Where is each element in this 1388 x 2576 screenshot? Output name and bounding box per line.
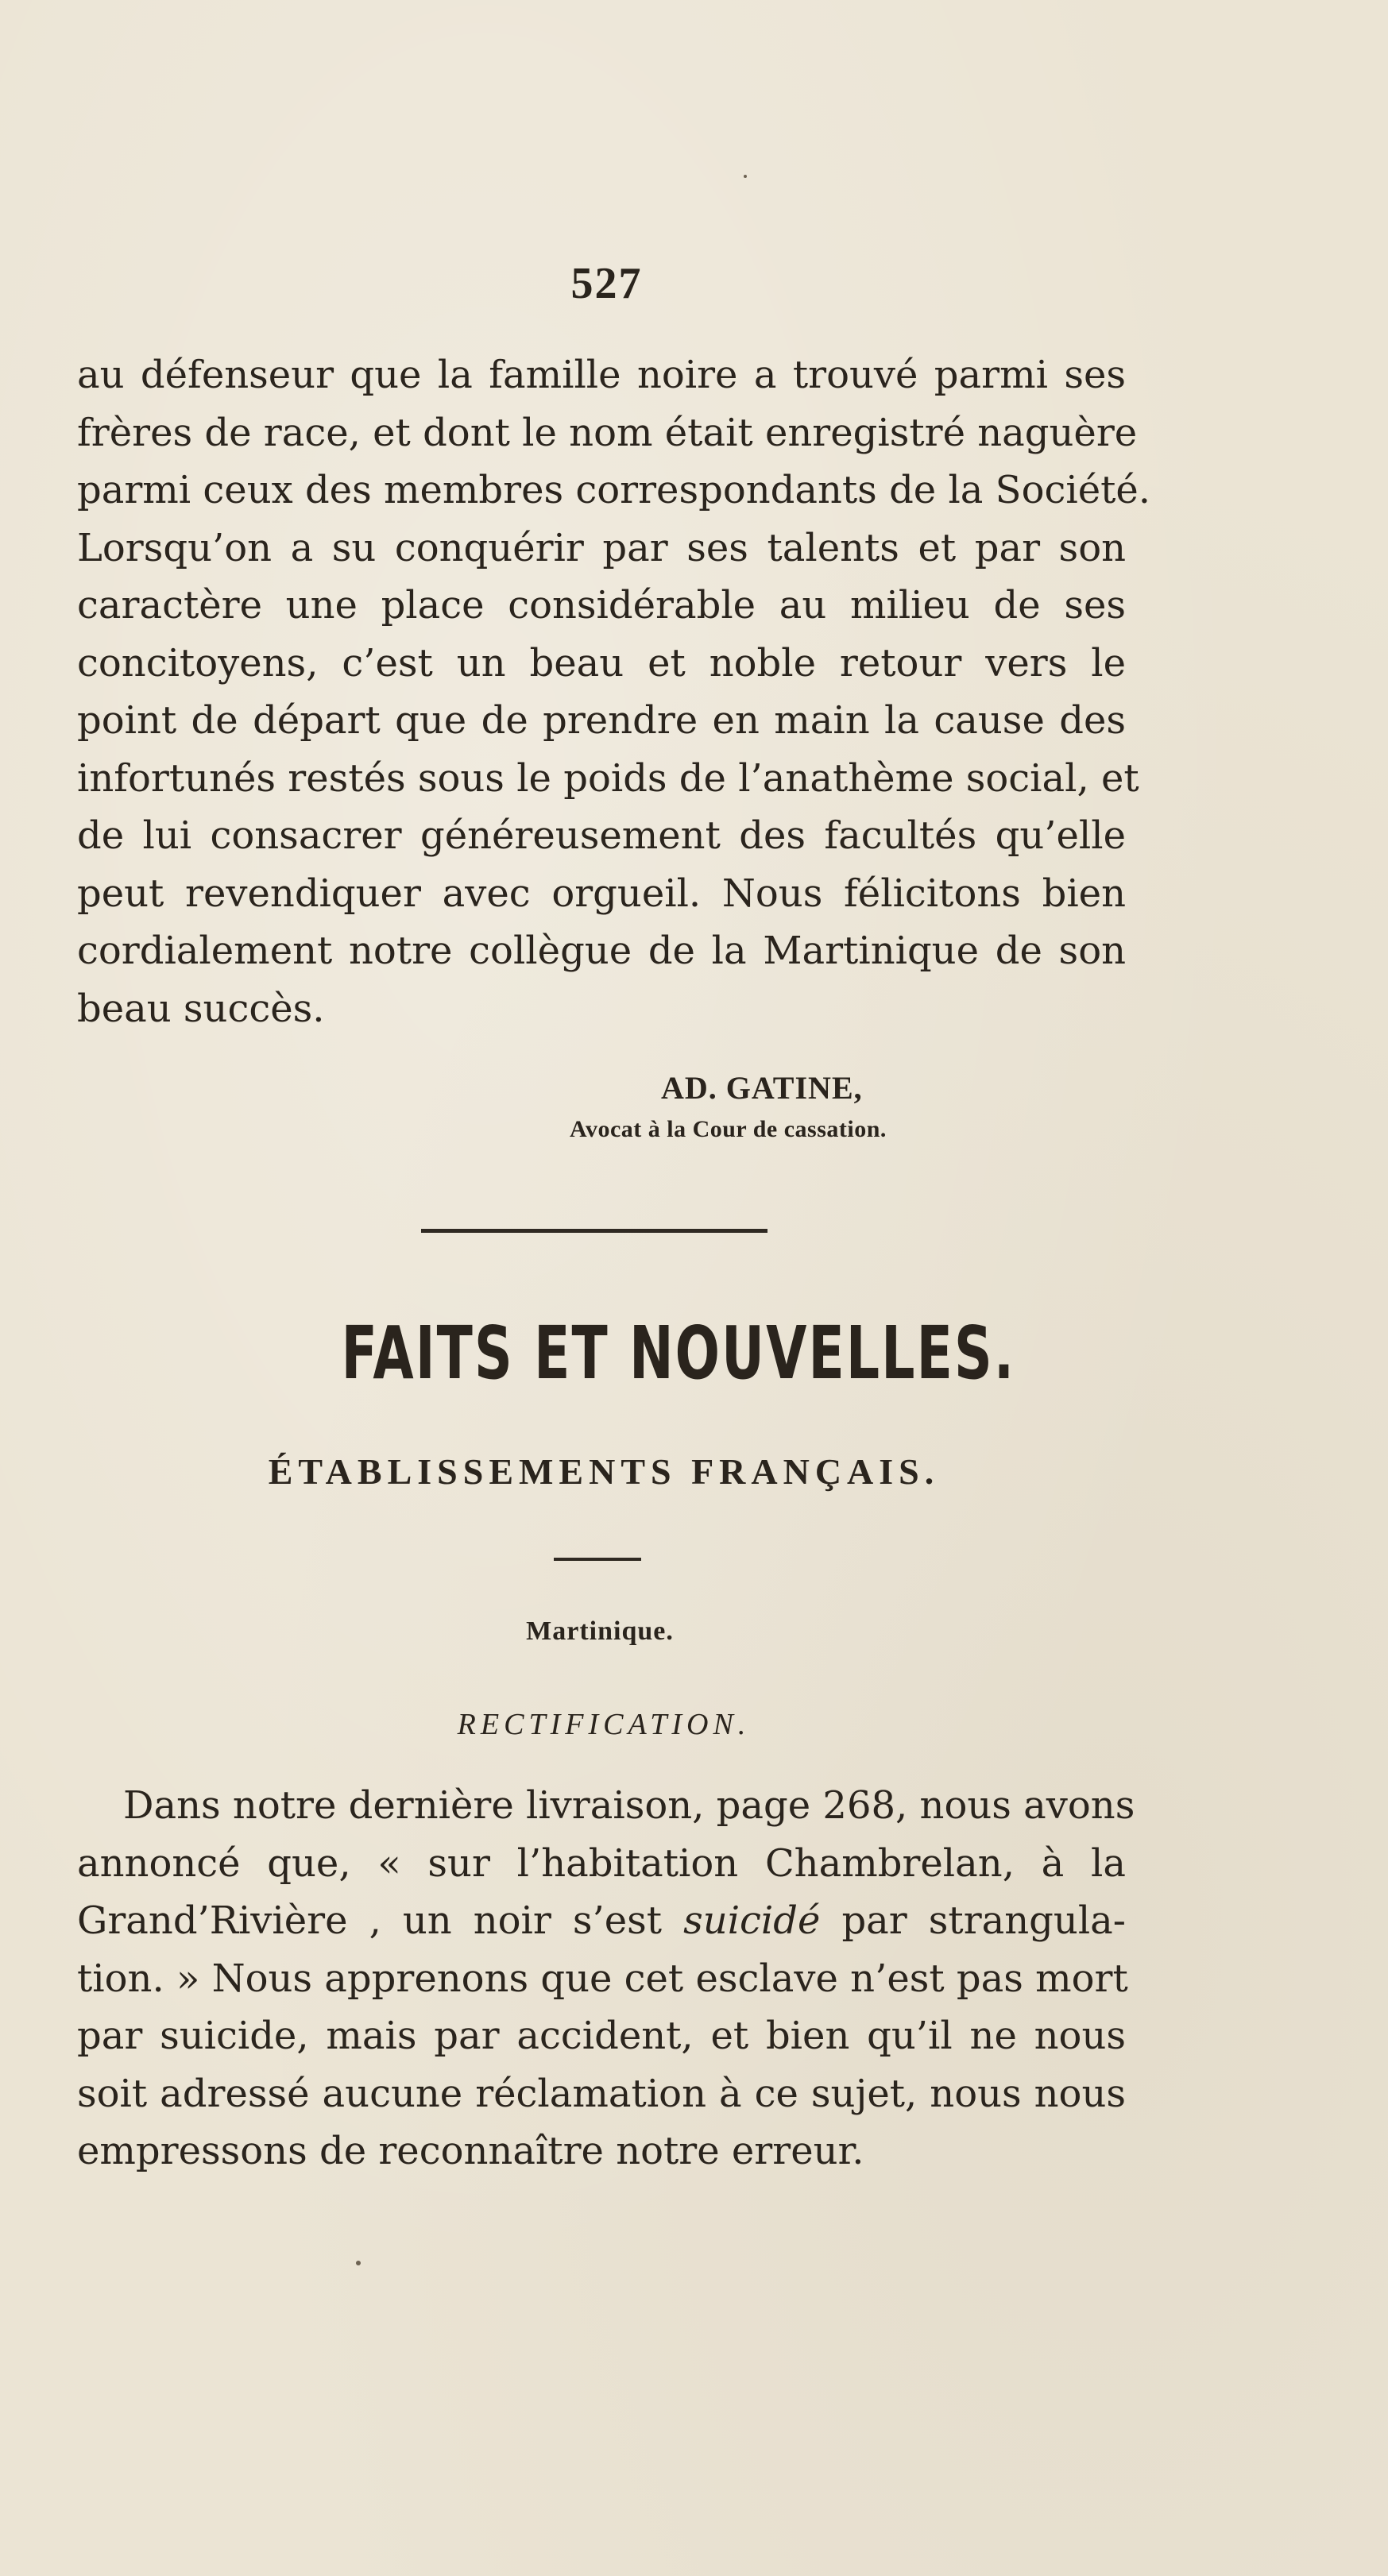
text-line: Dans notre dernière livraison, page 268, nous avons: [123, 1783, 1135, 1828]
paper-speck: [356, 2261, 361, 2265]
text-line: Lorsqu’on a su conquérir par ses talents et par son: [77, 525, 1126, 570]
paragraph-continuation: [77, 346, 1151, 1037]
text-line: par suicide, mais par accident, et bien qu’il ne nous: [77, 2014, 1126, 2058]
text-line: [77, 1892, 1126, 1950]
text-line: frères de race, et dont le nom était enregistré naguère: [77, 410, 1138, 455]
text-segment: par strangula-: [820, 1898, 1126, 1943]
text-line: tion. » Nous apprenons que cet esclave n’est pas mort: [77, 1956, 1128, 2001]
page-number: 527: [570, 259, 643, 308]
signature-title: Avocat à la Cour de cassation.: [570, 1116, 887, 1142]
text-line: parmi ceux des membres correspondants de la Société.: [77, 468, 1151, 512]
section-divider: [421, 1229, 767, 1233]
text-line: empressons de reconnaître notre erreur.: [77, 2129, 864, 2173]
text-line: cordialement notre collègue de la Martinique de son: [77, 929, 1126, 973]
text-line: annoncé que, « sur l’habitation Chambrelan, à la: [77, 1840, 1126, 1886]
text-line: point de départ que de prendre en main la cause des: [77, 698, 1126, 743]
short-divider: [554, 1558, 641, 1561]
article-paragraph: [77, 1777, 1135, 2180]
signature-name: AD. GATINE,: [661, 1070, 863, 1106]
article-heading: RECTIFICATION.: [457, 1708, 751, 1741]
text-line: infortunés restés sous le poids de l’anathème social, et: [77, 755, 1139, 801]
text-line: de lui consacrer généreusement des facultés qu’elle: [77, 813, 1126, 858]
text-line: caractère une place considérable au milieu de ses: [77, 583, 1126, 628]
text-line: peut revendiquer avec orgueil. Nous félicitons bien: [77, 871, 1126, 916]
place-heading: Martinique.: [526, 1616, 674, 1646]
text-line: soit adressé aucune réclamation à ce sujet, nous nous: [77, 2071, 1126, 2116]
text-line: concitoyens, c’est un beau et noble retour vers le: [77, 640, 1126, 686]
text-segment: Grand’Rivière , un noir s’est: [77, 1898, 684, 1943]
paper-speck: [744, 175, 747, 178]
italic-word: suicidé: [683, 1898, 821, 1943]
text-line: au défenseur que la famille noire a trouvé parmi ses: [77, 353, 1126, 397]
section-title: FAITS ET NOUVELLES.: [341, 1311, 1016, 1396]
text-line: beau succès.: [77, 986, 325, 1031]
subsection-title: ÉTABLISSEMENTS FRANÇAIS.: [268, 1451, 940, 1492]
